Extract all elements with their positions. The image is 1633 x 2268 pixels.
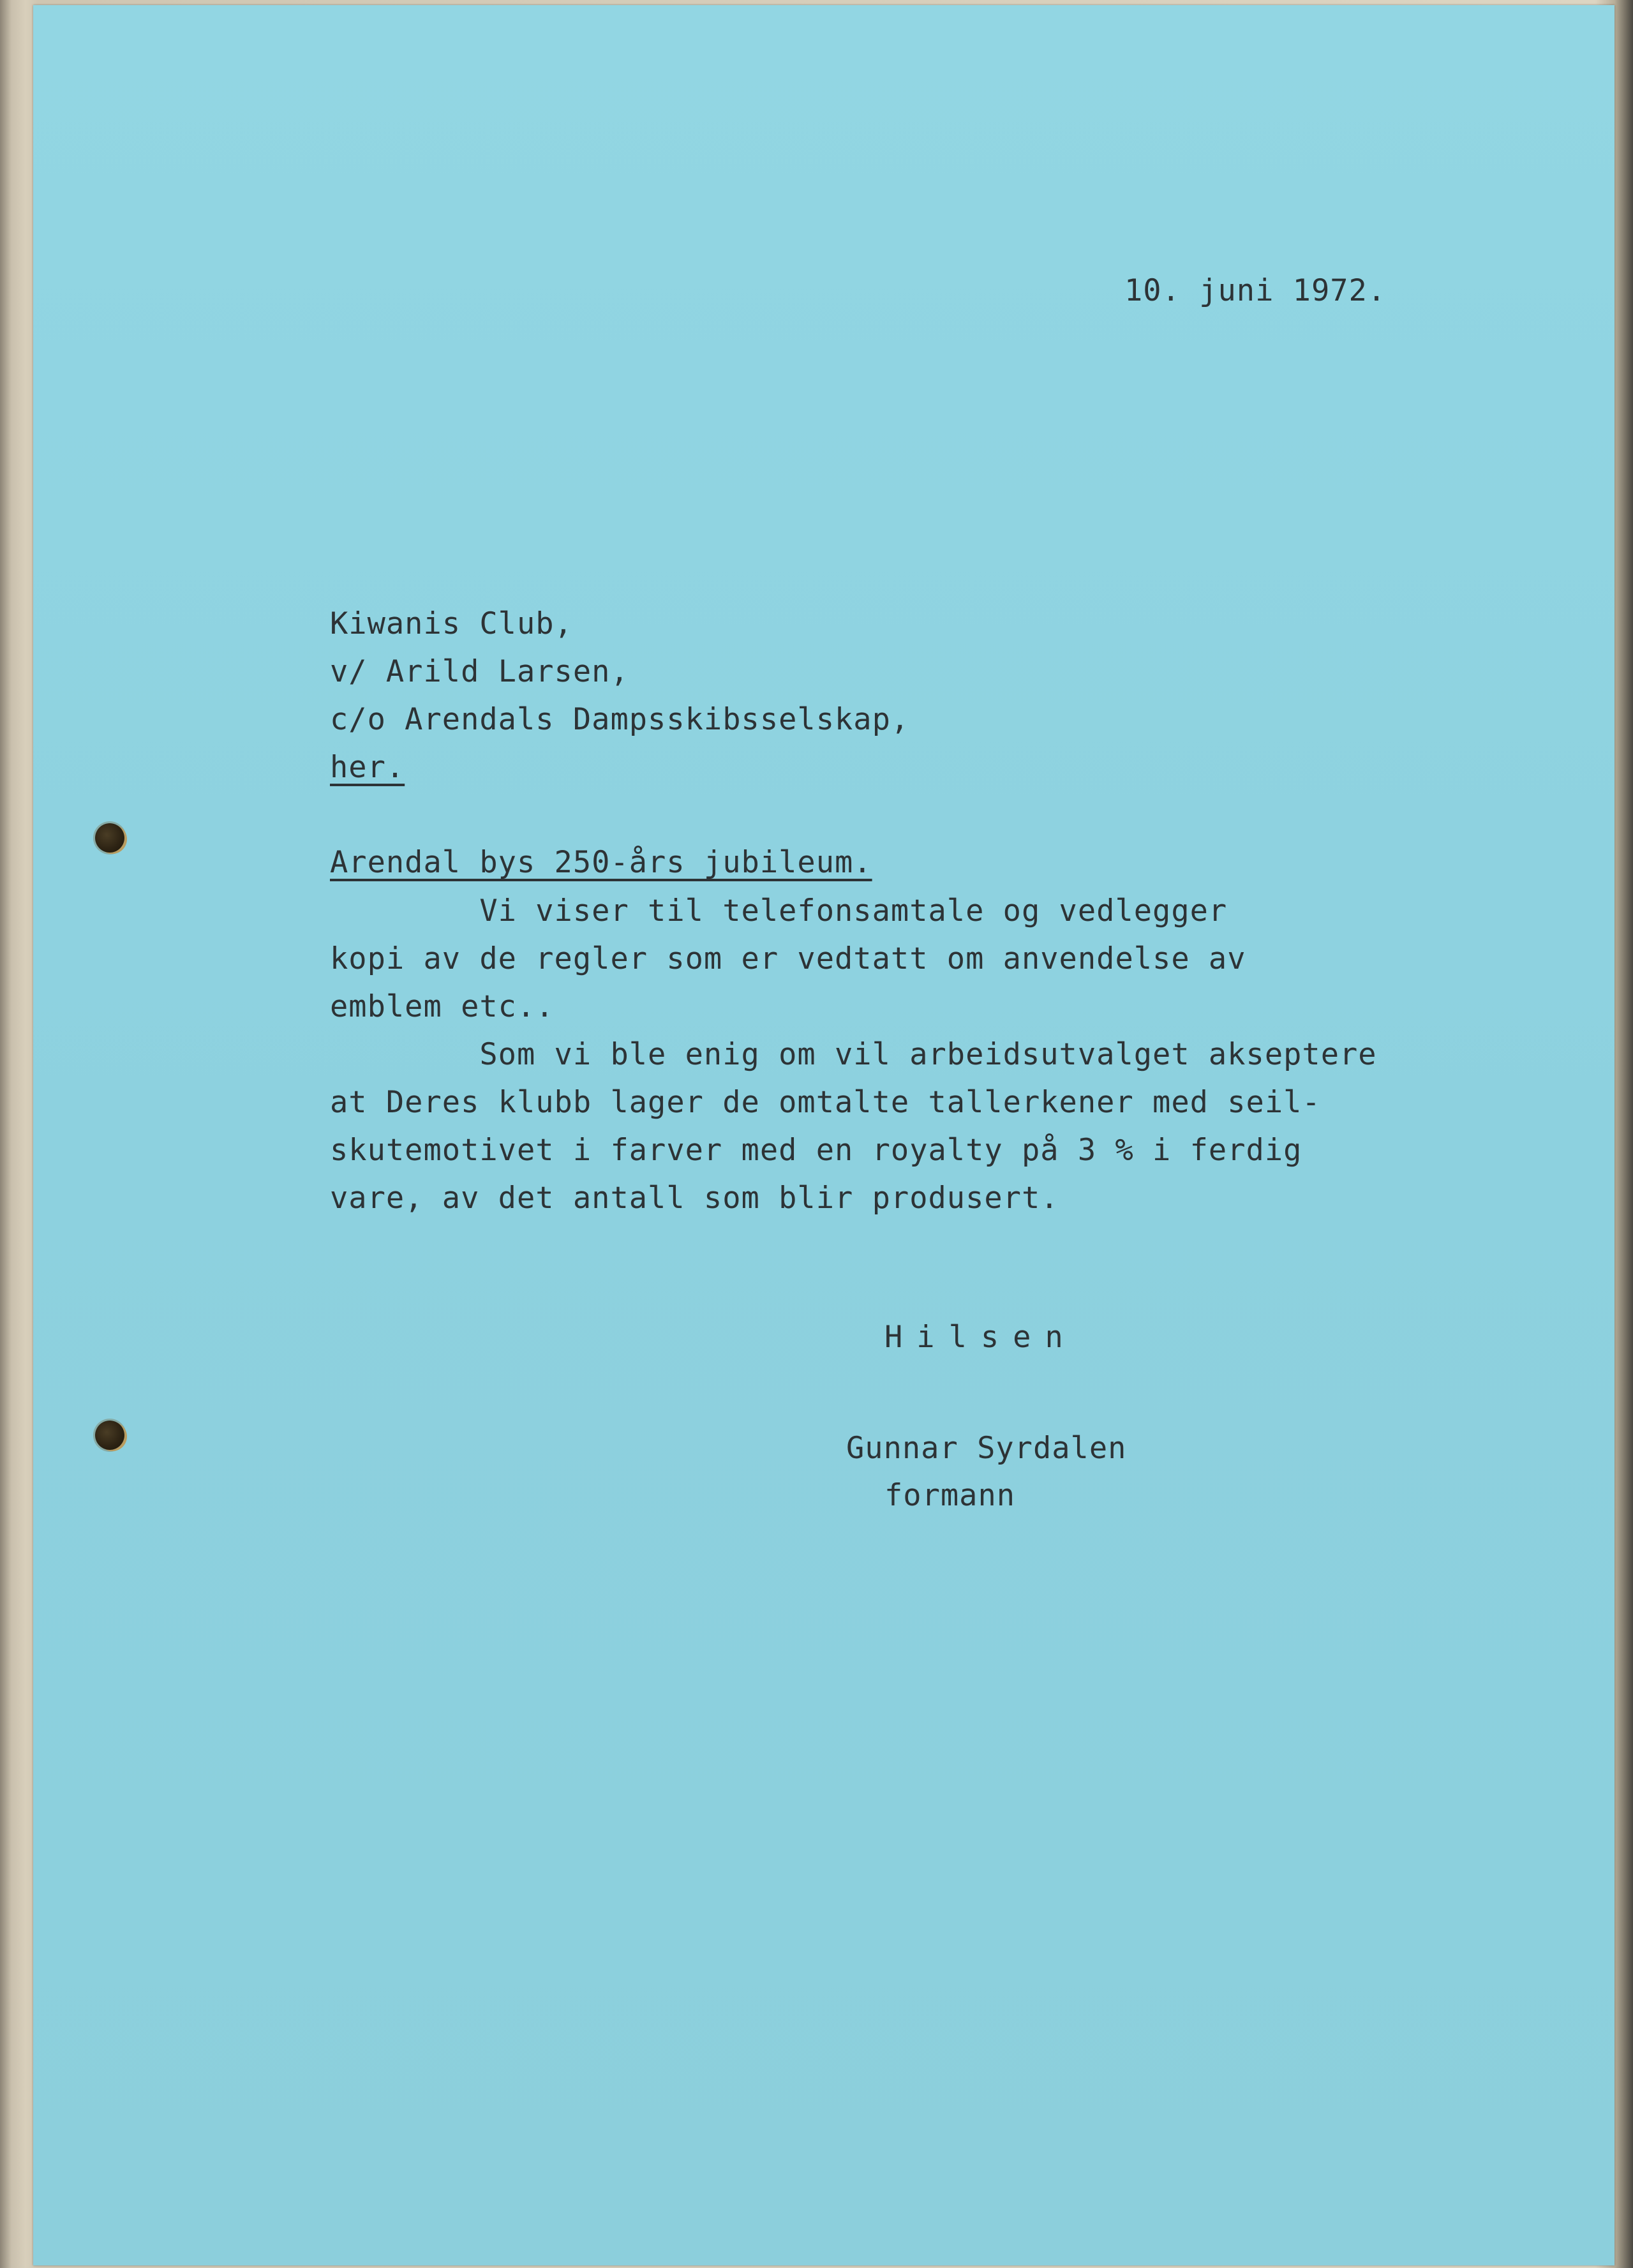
body-line-2: kopi av de regler som er vedtatt om anvendelse av — [330, 941, 1246, 976]
punch-hole-top — [95, 823, 124, 853]
recipient-line-4: her. — [330, 750, 405, 785]
body-line-5: at Deres klubb lager de omtalte tallerkener med seil- — [330, 1085, 1321, 1120]
signature-name: Gunnar Syrdalen — [846, 1431, 1127, 1466]
letter-closing: Hilsen — [884, 1320, 1077, 1355]
body-line-1: Vi viser til telefonsamtale og vedlegger — [330, 893, 1228, 929]
signature-title: formann — [884, 1478, 1016, 1513]
recipient-line-1: Kiwanis Club, — [330, 606, 573, 641]
recipient-line-3: c/o Arendals Dampsskibsselskap, — [330, 702, 910, 737]
body-line-4: Som vi ble enig om vil arbeidsutvalget akseptere — [330, 1037, 1377, 1072]
body-line-7: vare, av det antall som blir produsert. — [330, 1181, 1059, 1216]
recipient-line-2: v/ Arild Larsen, — [330, 654, 629, 689]
letter-date: 10. juni 1972. — [1124, 273, 1387, 308]
punch-hole-bottom — [95, 1421, 124, 1450]
letter-subject: Arendal bys 250-års jubileum. — [330, 845, 872, 880]
body-line-3: emblem etc.. — [330, 989, 555, 1024]
body-line-6: skutemotivet i farver med en royalty på 3 % i ferdig — [330, 1133, 1302, 1168]
